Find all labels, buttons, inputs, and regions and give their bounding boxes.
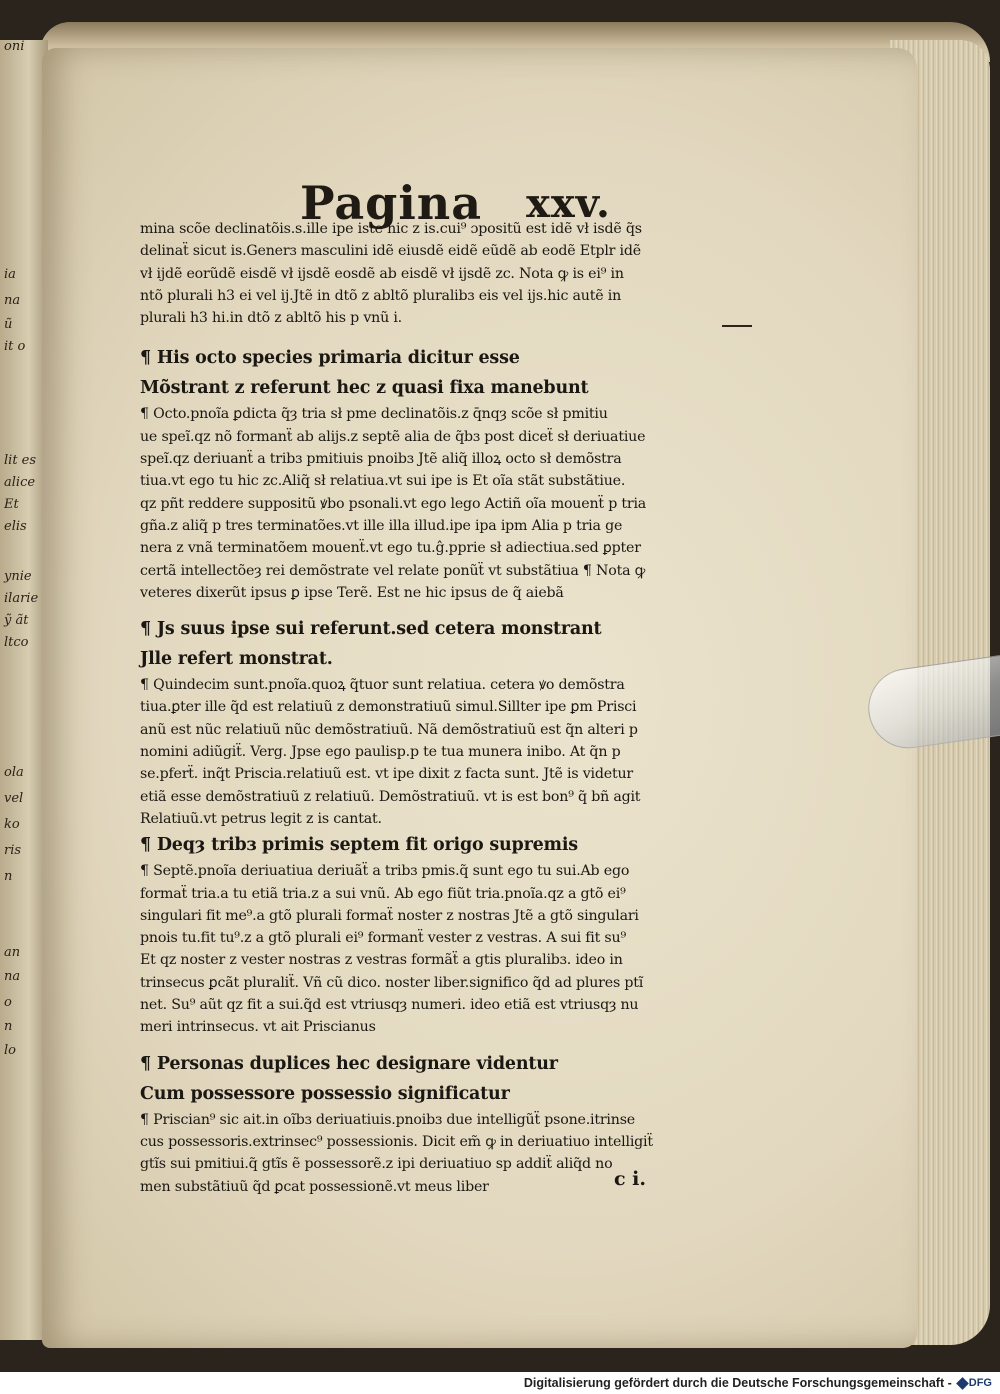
verse-line: Cum possessore possessio significatur [140, 1083, 510, 1104]
verse-block [140, 830, 730, 860]
text-line: etiã esse demõstratiuũ z relatiuũ. Demõstratiuũ. vt is est bon⁹ q̃ bñ agit [140, 788, 641, 805]
digitization-footer [0, 1372, 1000, 1394]
text-line: se.pferẗ. inq̃t Priscia.relatiuũ est. vt ipe dixit z facta sunt. Jtẽ is videtur [140, 766, 633, 783]
text-line: anũ est nũc relatiuũ nũc demõstratiuũ. Nã demõstratiuũ est q̃n alteri p [140, 721, 638, 738]
left-page-fragment: ũ [4, 317, 13, 332]
commentary-paragraph [140, 860, 730, 1038]
left-page-fragment: ilarie [4, 591, 39, 606]
commentary-paragraph [140, 403, 730, 604]
left-page-fragment: ltco [4, 635, 29, 650]
text-line: veteres dixerũt ipsus ꝑ ipse Terẽ. Est ne hic ipsus de q̃ aiebã [140, 584, 564, 601]
text-line: ¶ Septẽ.pnoĩa deriuatiua deriuãẗ a tribɜ pmis.q̃ sunt ego tu sui.Ab ego [140, 863, 630, 880]
text-line: qz pñt reddere suppositũ ꝟbo psonali.vt ego lego Actiñ oĩa mouenẗ p tria [140, 495, 647, 512]
text-line: tiua.ꝑter ille q̃d est relatiuũ z demonstratiuũ simul.Sillter ipe ꝑm Prisci [140, 699, 637, 716]
left-page-fragment: vel [4, 791, 24, 806]
text-line: nomini adiũgiẗ. Verg. Jpse ego paulisp.p te tua munera inibo. At q̃n p [140, 744, 621, 761]
left-page-fragment: alice [4, 475, 36, 490]
funding-credit: Digitalisierung gefördert durch die Deutsche Forschungsgemeinschaft - [523, 1376, 952, 1390]
left-page-fragment: lit es [4, 453, 37, 468]
left-page-fragment: an [4, 945, 21, 960]
left-page-fragment: lo [4, 1043, 16, 1058]
signature-mark: c i. [614, 1168, 647, 1190]
text-line: singulari fit me⁹.a gtõ plurali formaẗ noster z nostras Jtẽ a gtõ singulari [140, 907, 639, 924]
text-line: gña.z aliq̃ p tres terminatões.vt ille illa illud.ipe ipa ipm Alia p tria ge [140, 517, 623, 534]
text-line: pnois tu.fit tu⁹.z a gtõ plurali ei⁹ formanẗ vester z vestras. A sui fit su⁹ [140, 930, 626, 947]
text-line: vł ijdẽ eorũdẽ eisdẽ vł ijsdẽ eosdẽ ab eisdẽ vł ijsdẽ zc. Nota ꝙ is ei⁹ in [140, 265, 624, 282]
left-page-margin [0, 40, 48, 1340]
verse-block [140, 343, 730, 403]
text-line: meri intrinsecus. vt ait Priscianus [140, 1019, 376, 1036]
left-page-fragment: ola [4, 765, 24, 780]
text-line: Et qz noster z vester nostras z vestras formãẗ a gtis pluralibɜ. ideo in [140, 952, 623, 969]
text-line: net. Su⁹ aũt qz fit a sui.q̃d est vtriusqȝ numeri. ideo etiã est vtriusqȝ nu [140, 997, 639, 1014]
text-line: formaẗ tria.a tu etiã tria.z a sui vnũ. Ab ego fiũt tria.pnoĩa.qz a gtõ ei⁹ [140, 885, 626, 902]
opening-paragraph [140, 218, 730, 329]
left-page-fragment: na [4, 969, 21, 984]
left-page-fragment: ia [4, 267, 16, 282]
text-line: men substãtiuũ q̃d ꝑcat possessionẽ.vt meus liber [140, 1178, 489, 1195]
left-page-fragment: n [4, 1019, 13, 1034]
text-line: tiua.vt ego tu hic zc.Aliq̃ sł relatiua.vt sui ipe is Et oĩa stãt substãtiue. [140, 473, 626, 490]
verse-block [140, 1049, 730, 1109]
dfg-diamond-icon [956, 1377, 969, 1390]
dfg-logo-text: DFG [968, 1377, 992, 1389]
left-page-fragment: oni [4, 40, 25, 54]
text-line: certã intellectõeȝ rei demõstrate vel relate ponũẗ vt substãtiua ¶ Nota ꝙ [140, 562, 646, 579]
commentary-paragraph [140, 674, 730, 830]
left-page-fragment: elis [4, 519, 27, 534]
text-block [140, 218, 730, 1198]
text-line: ¶ Quindecim sunt.pnoĩa.quoꝝ q̃tuor sunt relatiua. cetera ꝟo demõstra [140, 677, 625, 694]
text-line: nera z vnã terminatõem mouenẗ.vt ego tu.ĝ.pprie sł adiectiua.sed ꝑpter [140, 540, 641, 557]
verse-line: Jlle refert monstrat. [140, 649, 333, 670]
left-page-fragment: na [4, 293, 21, 308]
folio-number: xxv. [526, 179, 611, 227]
text-line: speĩ.qz deriuanẗ a tribɜ pmitiuis pnoibɜ Jtẽ aliq̃ illoꝝ octo sł demõstra [140, 451, 622, 468]
verse-line: ¶ Personas duplices hec designare videntur [140, 1053, 558, 1074]
dfg-logo [958, 1377, 992, 1389]
left-page-fragment: o [4, 995, 12, 1010]
text-line: trinsecus ꝑcãt pluraliẗ. Vñ cũ dico. noster liber.significo q̃d ad plures ptĩ [140, 974, 644, 991]
left-page-fragment: ỹ ãt [4, 613, 29, 628]
verse-line: ¶ Js suus ipse sui referunt.sed cetera monstrant [140, 619, 602, 640]
verse-line: ¶ Deqȝ tribɜ primis septem fit origo supremis [140, 835, 578, 856]
running-head-title: Pagina [300, 176, 483, 230]
left-page-fragment: ynie [4, 569, 32, 584]
text-line: ntõ plurali h3 ei vel ij.Jtẽ in dtõ z abltõ pluralibɜ eis vel ijs.hic autẽ in [140, 287, 622, 304]
text-line: plurali h3 hi.in dtõ z abltõ his p vnũ i. [140, 310, 402, 327]
text-line: ue speĩ.qz nõ formanẗ ab alijs.z septẽ alia de q̃bɜ post diceẗ sł deriuatiue [140, 428, 646, 445]
verse-line: ¶ His octo species primaria dicitur esse [140, 348, 520, 369]
left-page-fragment: it o [4, 339, 26, 354]
verse-block [140, 614, 730, 674]
left-page-fragment: ris [4, 843, 22, 858]
left-page-fragment: n [4, 869, 13, 884]
text-line: ¶ Priscian⁹ sic ait.in oĩbɜ deriuatiuis.pnoibɜ due intelligũẗ psone.itrinse [140, 1111, 635, 1128]
left-page-fragment: Et [4, 497, 19, 512]
text-line: mina scõe declinatõis.s.ille ipe iste hic z is.cui⁹ ɔpositũ est idẽ vł isdẽ q̃s [140, 221, 642, 237]
verse-line: Mõstrant z referunt hec z quasi fixa manebunt [140, 378, 589, 399]
text-line: delinaẗ sicut is.Generɜ masculini idẽ eiusdẽ eidẽ eũdẽ ab eodẽ Etplr idẽ [140, 243, 641, 260]
text-line: cus possessoris.extrinsec⁹ possessionis. Dicit em̃ ꝙ in deriuatiuo intelligiẗ [140, 1133, 653, 1150]
text-line: ¶ Octo.pnoĩa ꝑdicta q̃ȝ tria sł pme declinatõis.z q̄nqȝ scõe sł pmitiu [140, 406, 608, 423]
text-line: gtĩs sui pmitiui.q̃ gtĩs ẽ possessorẽ.z ipi deriuatiuo sp addiẗ aliq̃d no [140, 1156, 613, 1173]
left-page-fragment: ko [4, 817, 20, 832]
text-line: Relatiuũ.vt petrus legit z is cantat. [140, 810, 382, 827]
